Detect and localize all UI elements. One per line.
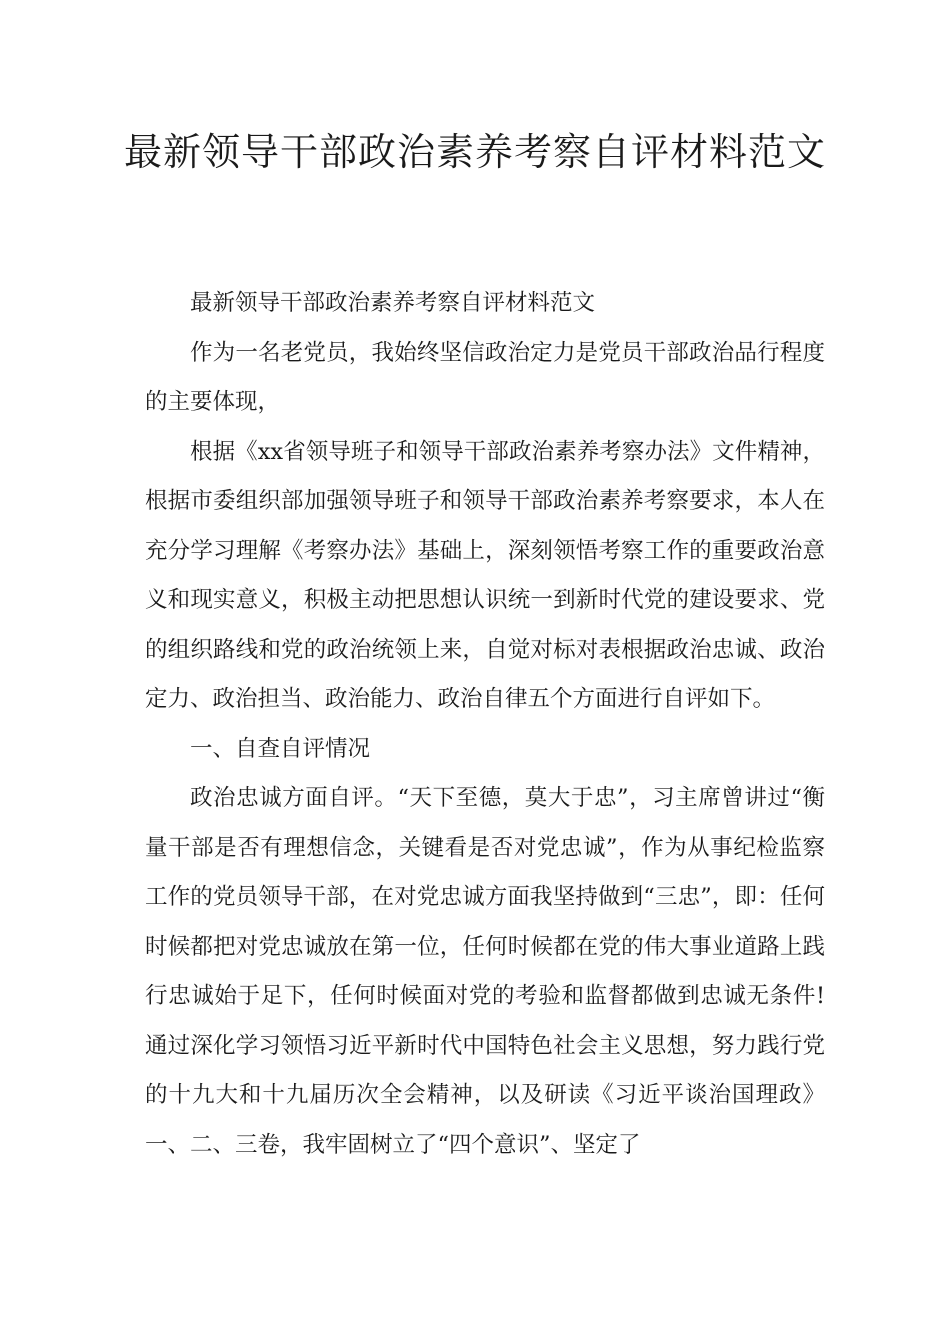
paragraph-basis: 根据《xx省领导班子和领导干部政治素养考察办法》文件精神，根据市委组织部加强领导班子和领导干部政治素养考察要求，本人在充分学习理解《考察办法》基础上，深刻领悟考察工作的重要政治意义和现实意义，积极主动把思想认识统一到新时代党的建设要求、党的组织路线和党的政治统领上来，自觉对标对表根据政治忠诚、政治定力、政治担当、政治能力、政治自律五个方面进行自评如下。 (145, 438, 825, 712)
paragraph-loyalty: 政治忠诚方面自评。“天下至德，莫大于忠”，习主席曾讲过“衡量干部是否有理想信念，关键看是否对党忠诚”，作为从事纪检监察工作的党员领导干部，在对党忠诚方面我坚持做到“三忠”，即：任何时候都把对党忠诚放在第一位，任何时候都在党的伟大事业道路上践行忠诚始于足下，任何时候面对党的考验和监督都做到忠诚无条件!通过深化学习领悟习近平新时代中国特色社会主义思想，努力践行党的十九大和十九届历次全会精神，以及研读《习近平谈治国理政》一、二、三卷，我牢固树立了“四个意识”、坚定了 (145, 785, 825, 1158)
paragraph-subtitle: 最新领导干部政治素养考察自评材料范文 (190, 290, 596, 316)
document-body (145, 279, 825, 1170)
paragraph-intro: 作为一名老党员，我始终坚信政治定力是党员干部政治品行程度的主要体现， (145, 339, 825, 415)
document-title: 最新领导干部政治素养考察自评材料范文 (123, 130, 826, 174)
section-heading: 一、自查自评情况 (190, 735, 371, 762)
